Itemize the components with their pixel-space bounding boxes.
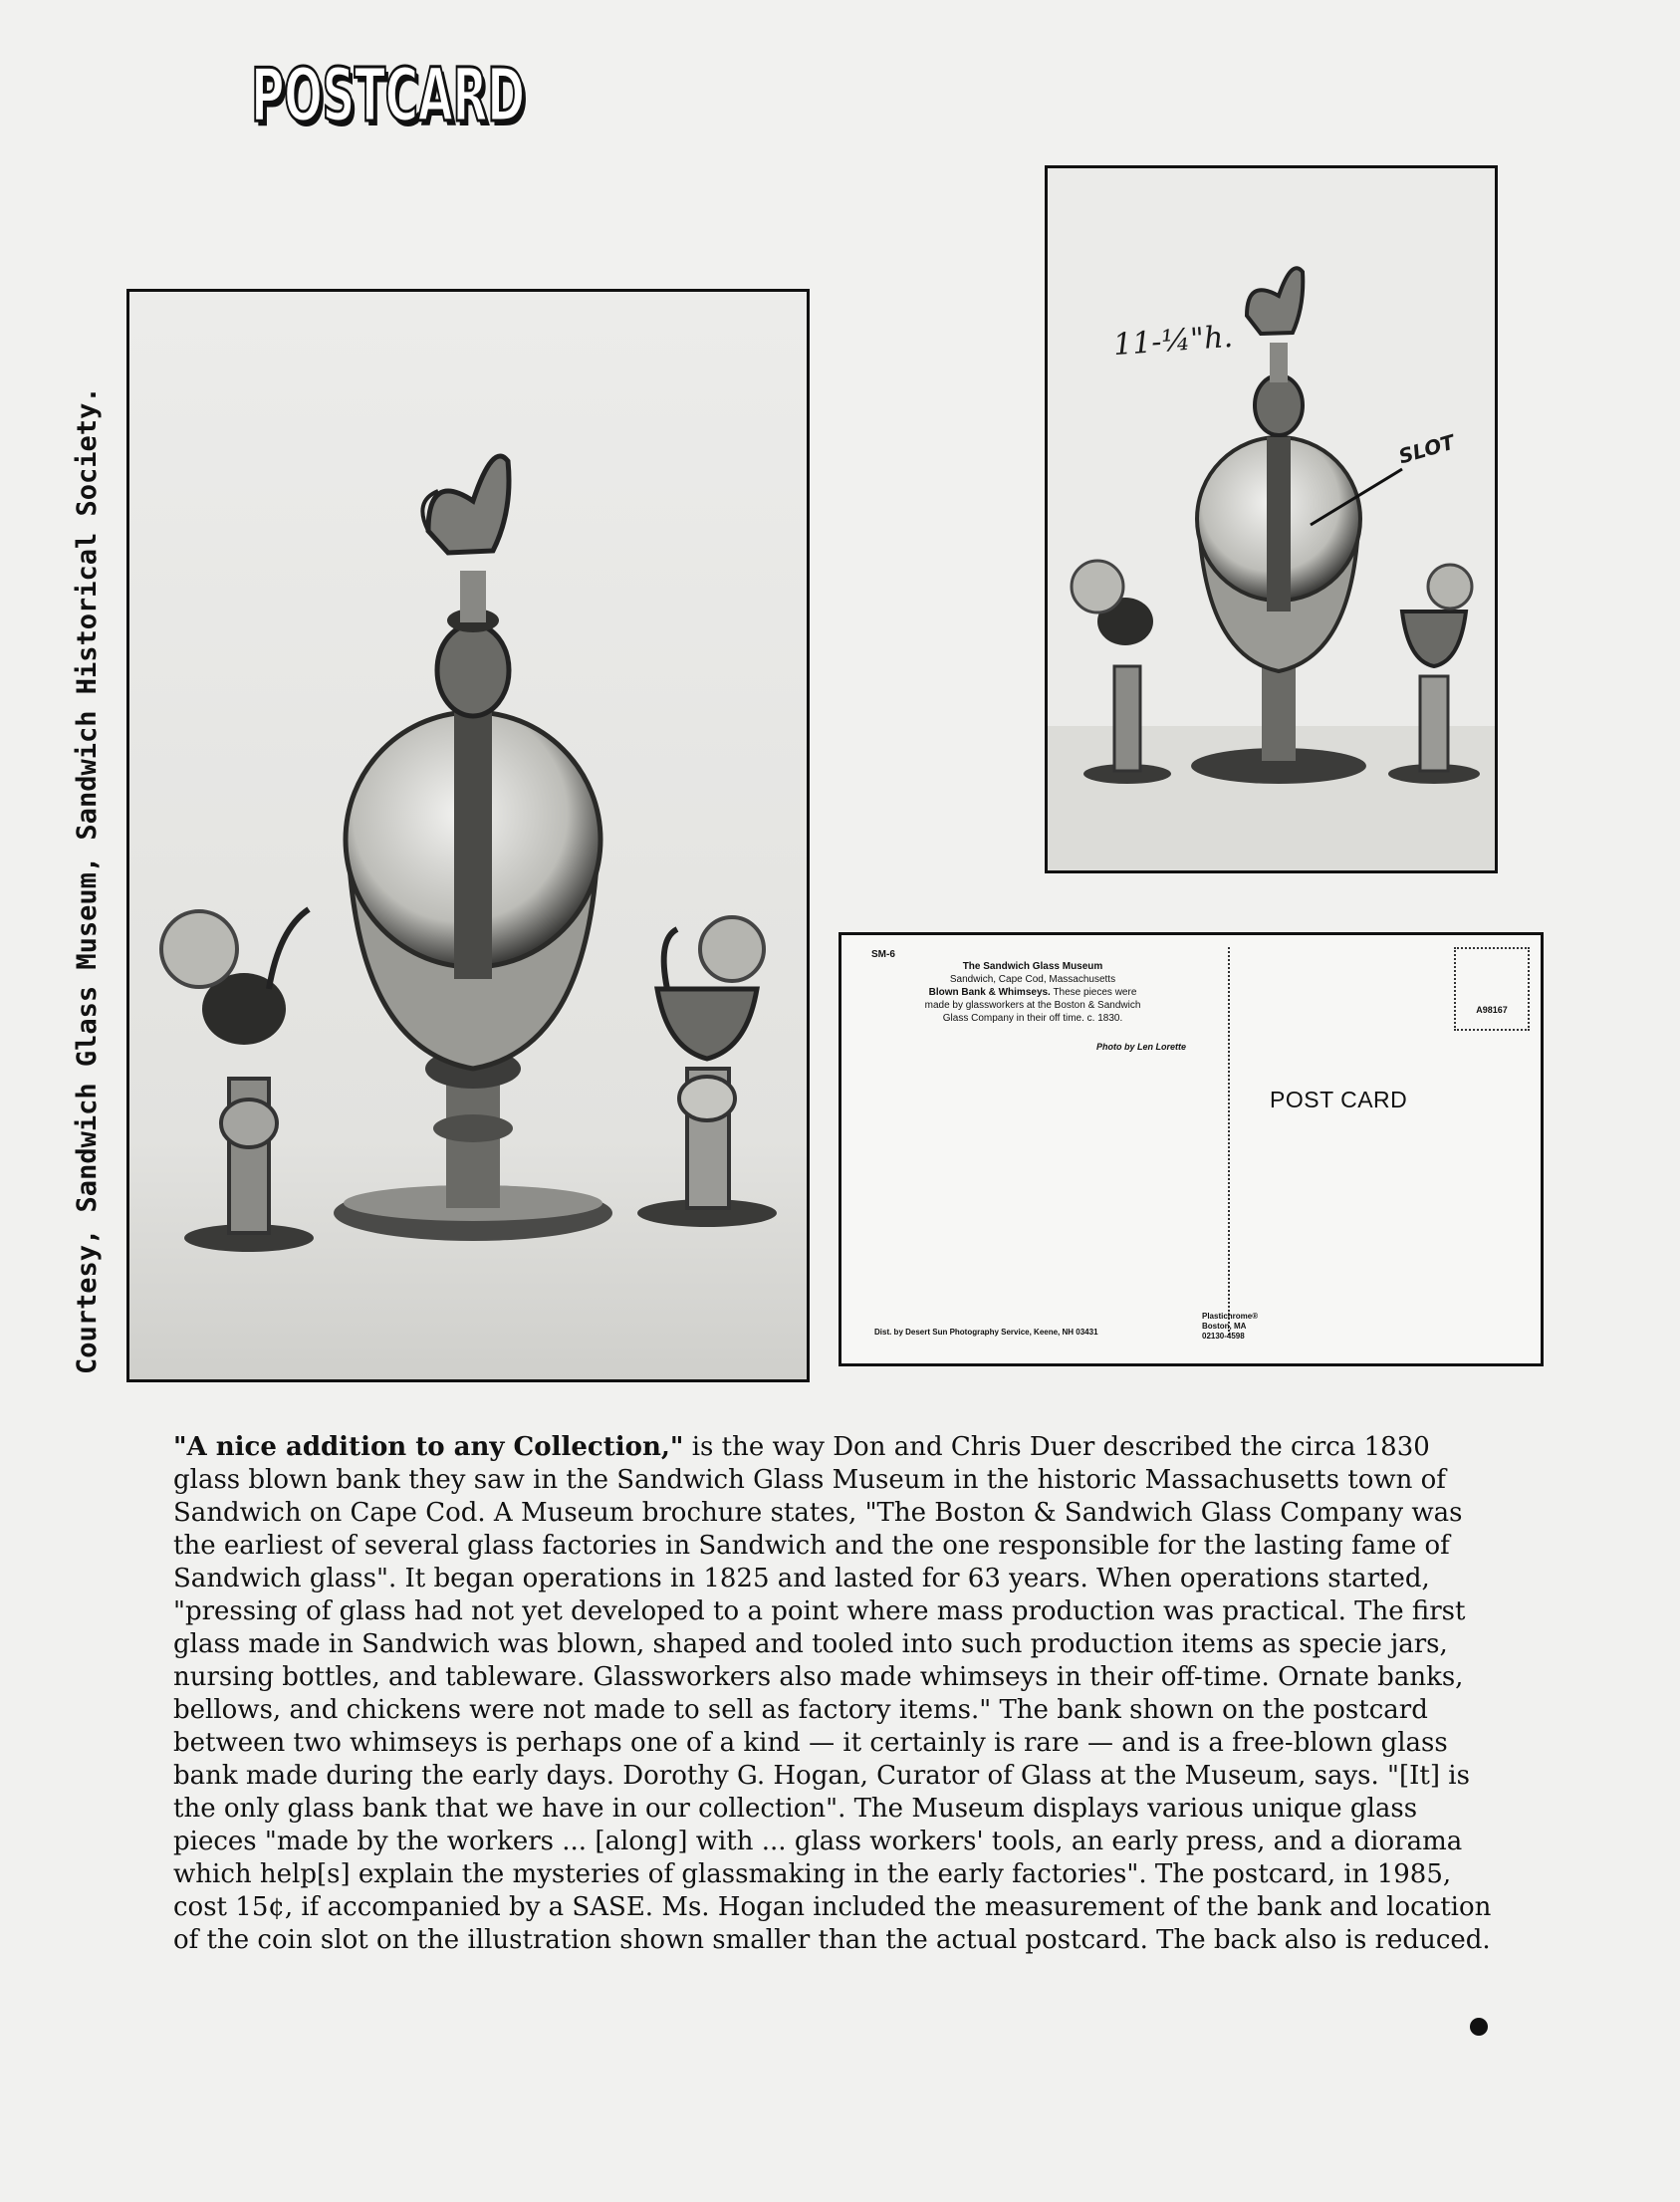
distributor-line: Dist. by Desert Sun Photography Service, Keene, NH 03431 xyxy=(874,1328,1098,1337)
postcard-photo-credit: Photo by Len Lorette xyxy=(1096,1042,1186,1052)
heading-text: POSTCARD xyxy=(251,53,525,138)
page-heading xyxy=(251,40,692,151)
maker-line: 02130-4598 xyxy=(1202,1332,1245,1341)
end-bullet xyxy=(1470,2018,1488,2036)
article-paragraph xyxy=(173,1431,1498,1957)
stamp-code: A98167 xyxy=(1476,1005,1508,1015)
article-text xyxy=(173,1431,1498,1957)
photo-credit-vertical: Courtesy, Sandwich Glass Museum, Sandwich Historical Society. xyxy=(72,386,103,1374)
postcard-title: The Sandwich Glass Museum xyxy=(962,961,1103,972)
postcard-caption-line: Glass Company in their off time. c. 1830. xyxy=(942,1013,1123,1024)
postcard-caption-line: made by glassworkers at the Boston & Sandwich xyxy=(924,1000,1141,1011)
maker-lines xyxy=(1202,1312,1258,1342)
stamp-box xyxy=(1454,947,1530,1031)
article-body: is the way Don and Chris Duer described the circa 1830 glass blown bank they saw in the Sandwich Glass Museum in the historic Massachusetts town of Sandwich on Cape Cod. A Museum brochure states, "The Boston & Sandwich Glass Company was the earliest of several glass factories in Sandwich and the one responsible for the lasting fame of Sandwich glass". It began operations in 1825 and lasted for 63 years. When operations started, "pressing of glass had not yet developed to a point where mass production was practical. The first glass made in Sandwich was blown, shaped and tooled into such production items as specie jars, nursing bottles, and tableware. Glassworkers also made whimseys in their off-time. Ornate banks, bellows, and chickens were not made to sell as factory items." The bank shown on the postcard between two whimseys is perhaps one of a kind — it certainly is rare — and is a free-blown glass bank made during the early days. Dorothy G. Hogan, Curator of Glass at the Museum, says. "[It] is the only glass bank that we have in our collection". The Museum displays various unique glass pieces "made by the workers ... [along] with ... glass workers' tools, an early press, and a diorama which help[s] explain the mysteries of glassmaking in the early factories". The postcard, in 1985, cost 15¢, if accompanied by a SASE. Ms. Hogan included the measurement of the bank and location of the coin slot on the illustration shown smaller than the actual postcard. The back also is reduced. xyxy=(173,1432,1492,1955)
slot-annotation: SLOT xyxy=(1395,429,1458,469)
glass-bank-illustration xyxy=(129,292,807,1379)
article-lead: "A nice addition to any Collection," xyxy=(173,1432,684,1462)
post-card-label: POST CARD xyxy=(1270,1087,1408,1112)
postcard-location: Sandwich, Cape Cod, Massachusetts xyxy=(949,974,1116,985)
postcard-divider xyxy=(1228,947,1230,1336)
postcard-caption-bold: Blown Bank & Whimseys. xyxy=(928,987,1051,998)
postcard-description xyxy=(868,960,1197,1025)
maker-line: Plastichrome® xyxy=(1202,1312,1259,1321)
postcard-caption-line: These pieces were xyxy=(1053,987,1137,998)
postcard-front-photo-annotated xyxy=(1045,165,1498,873)
postcard-back xyxy=(839,932,1544,1366)
glass-bank-illustration-small xyxy=(1048,168,1495,870)
postcard-front-photo xyxy=(126,289,810,1382)
maker-line: Boston, MA xyxy=(1202,1322,1247,1331)
postcard-code: SM-6 xyxy=(871,949,895,960)
height-annotation: 11-¼"h. xyxy=(1111,319,1235,364)
